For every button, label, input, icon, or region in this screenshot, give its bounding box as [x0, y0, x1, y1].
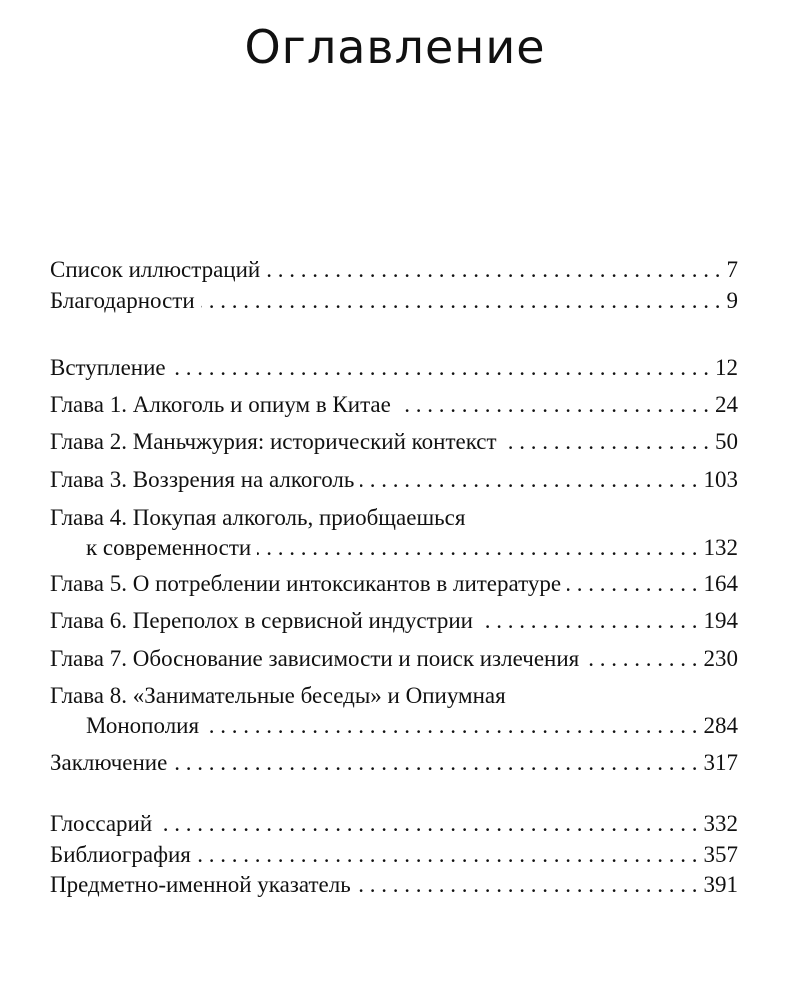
toc-page-number: 357: [703, 842, 738, 867]
toc-entry-introduction[interactable]: [50, 353, 738, 383]
toc-page-number: 132: [703, 535, 738, 560]
dot-leader: [205, 711, 697, 741]
toc-page-number: 284: [703, 713, 738, 738]
dot-leader: [173, 748, 697, 778]
toc-entry-label: Глава 3. Воззрения на алкоголь: [50, 467, 355, 492]
toc-page-number: 9: [726, 288, 738, 313]
toc-entry-chapter-5[interactable]: [50, 569, 738, 599]
toc-entry-label: Глава 2. Маньчжурия: исторический контекст: [50, 429, 497, 454]
toc-entry-chapter-2[interactable]: [50, 427, 738, 457]
toc-entry-label: Глава 1. Алкоголь и опиум в Китае: [50, 392, 391, 417]
toc-page-number: 7: [726, 257, 738, 282]
dot-leader: [257, 533, 697, 563]
dot-leader: [197, 840, 698, 870]
dot-leader: [479, 606, 698, 636]
toc-entry-label: Вступление: [50, 355, 166, 380]
page-title: Оглавление: [244, 20, 546, 74]
dot-leader: [503, 427, 709, 457]
toc-page-number: 332: [703, 811, 738, 836]
dot-leader: [360, 465, 697, 495]
toc-entry-chapter-4[interactable]: [50, 503, 738, 563]
toc-entry-conclusion[interactable]: [50, 748, 738, 778]
toc-entry-label: Глава 6. Переполох в сервисной индустрии: [50, 608, 473, 633]
toc-page-number: 24: [715, 392, 738, 417]
toc-page-number: 230: [703, 646, 738, 671]
toc-page-number: 164: [703, 571, 738, 596]
dot-leader: [585, 644, 697, 674]
toc-page-number: 317: [703, 750, 738, 775]
toc-entry-label: Библиография: [50, 842, 191, 867]
toc-entry-chapter-1[interactable]: [50, 390, 738, 420]
toc-entry-label-continued: к современности: [86, 535, 252, 560]
toc-entry-illustrations[interactable]: [50, 255, 738, 285]
dot-leader: [397, 390, 709, 420]
toc-entry-label: Глава 5. О потреблении интоксикантов в литературе: [50, 571, 562, 596]
toc-entry-glossary[interactable]: [50, 809, 738, 839]
toc-page-number: 194: [703, 608, 738, 633]
toc-entry-acknowledgements[interactable]: [50, 286, 738, 316]
toc-entry-chapter-7[interactable]: [50, 644, 738, 674]
toc-entry-label: Глава 8. «Занимательные беседы» и Опиумная: [50, 683, 506, 708]
toc-entry-chapter-8[interactable]: [50, 681, 738, 741]
toc-entry-label: Глава 4. Покупая алкоголь, приобщаешься: [50, 505, 466, 530]
toc-entry-label: Глоссарий: [50, 811, 153, 836]
dot-leader: [201, 286, 721, 316]
toc-entry-index[interactable]: [50, 870, 738, 900]
dot-leader: [158, 809, 697, 839]
toc-entry-label: Благодарности: [50, 288, 195, 313]
dot-leader: [567, 569, 697, 599]
toc-entry-chapter-6[interactable]: [50, 606, 738, 636]
toc-entry-bibliography[interactable]: [50, 840, 738, 870]
dot-leader: [357, 870, 698, 900]
toc-entry-label: Предметно-именной указатель: [50, 872, 351, 897]
dot-leader: [266, 255, 720, 285]
toc-page-number: 391: [703, 872, 738, 897]
toc-entry-label: Список иллюстраций: [50, 257, 261, 282]
toc-page-number: 103: [703, 467, 738, 492]
toc-page-number: 50: [715, 429, 738, 454]
toc-page-number: 12: [715, 355, 738, 380]
toc-entry-label: Заключение: [50, 750, 168, 775]
toc-entry-chapter-3[interactable]: [50, 465, 738, 495]
dot-leader: [172, 353, 709, 383]
toc-entry-label: Глава 7. Обоснование зависимости и поиск излечения: [50, 646, 580, 671]
toc-entry-label-continued: Монополия: [86, 713, 200, 738]
